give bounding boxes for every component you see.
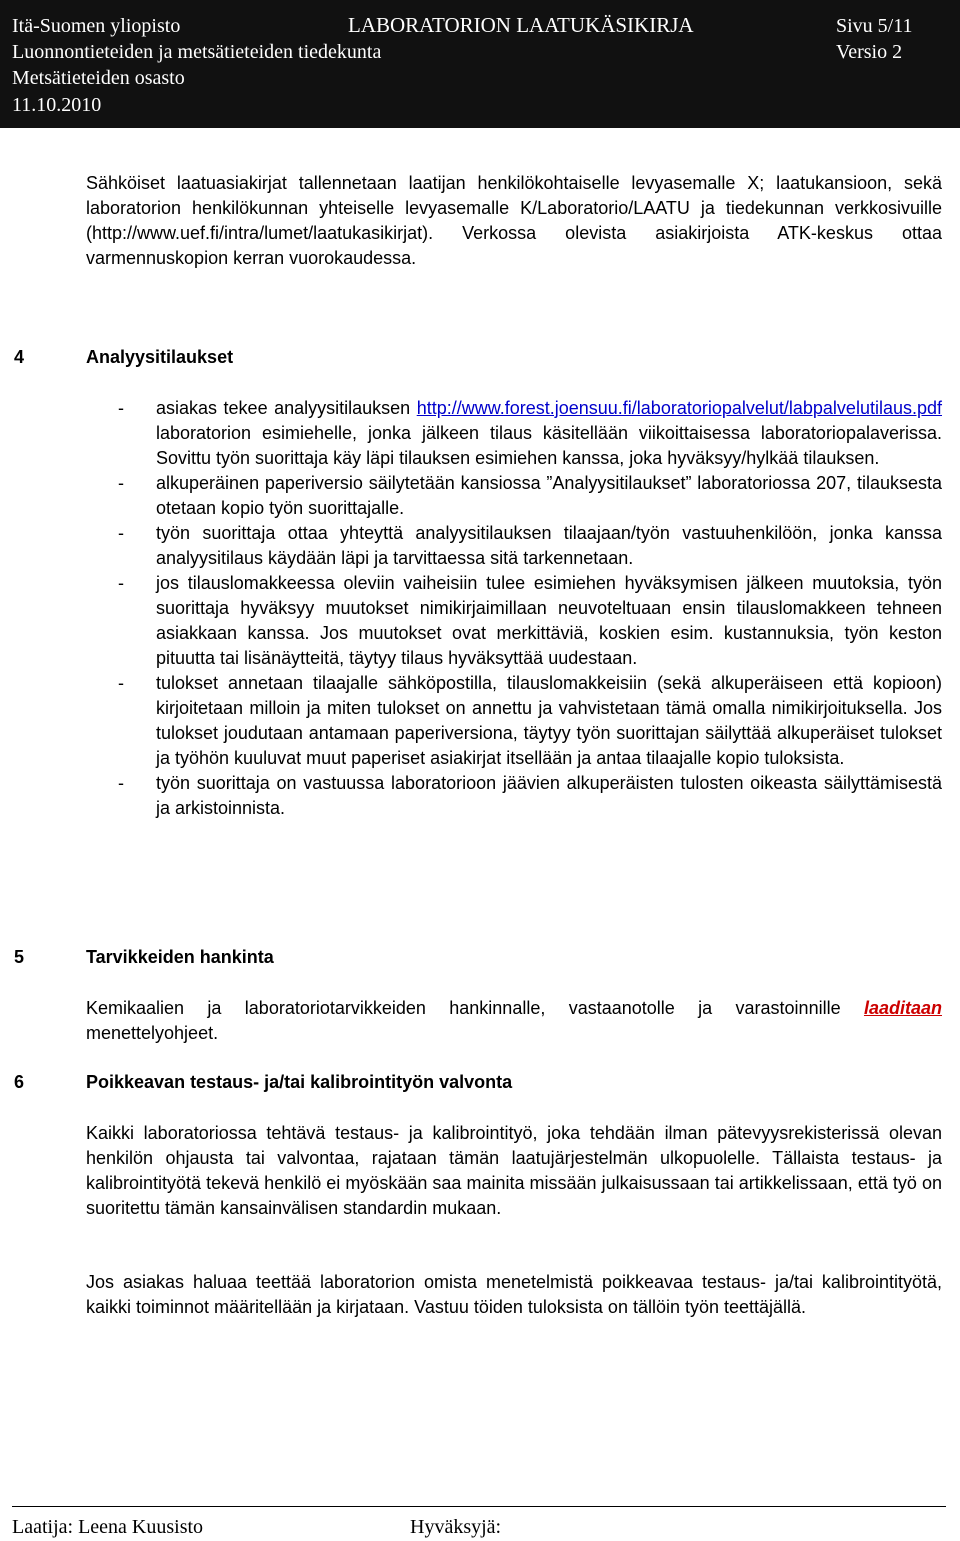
section-6-paragraph-2: Jos asiakas haluaa teettää laboratorion omista menetelmistä poikkeavaa testaus- ja/tai kalibrointityötä, kaikki toiminnot määritellään ja kirjataan. Vastuu töiden tuloksista on tällöin työn teettäjällä. bbox=[86, 1272, 942, 1317]
section-5-paragraph: Kemikaalien ja laboratoriotarvikkeiden hankinnalle, vastaanotolle ja varastoinnille laaditaan menettelyohjeet. bbox=[86, 998, 942, 1043]
university-name: Itä-Suomen yliopisto bbox=[12, 15, 181, 37]
department-name: Metsätieteiden osasto bbox=[12, 67, 185, 89]
section-5-heading: 5 Tarvikkeiden hankinta bbox=[14, 947, 274, 967]
section-6-paragraph-1: Kaikki laboratoriossa tehtävä testaus- ja kalibrointityö, joka tehdään ilman pätevyysrekisterissä olevan henkilön ohjausta tai valvontaa, rajataan tämän laatujärjestelmän ulkopuolelle. Tällaista testaus- ja kalibrointityötä tekevä henkilö ei myöskään saa mainita missään julkaisussaan tai artikkelissaan, että työ on suoritettu tämän kansainvälisen standardin mukaan. bbox=[86, 1123, 942, 1218]
intro-paragraph: Sähköiset laatuasiakirjat tallennetaan laatijan henkilökohtaiselle levyasemalle X; laatukansioon, sekä laboratorion henkilökunnan yhteiselle levyasemalle K/Laboratorio/LAATU ja tiedekunnan verkkosivuille (http://www.uef.fi/intra/lumet/laatukasikirjat). Verkossa olevista asiakirjoista ATK-keskus ottaa varmennuskopion kerran vuorokaudessa. bbox=[86, 173, 942, 268]
document-date: 11.10.2010 bbox=[12, 94, 102, 116]
list-item: - työn suorittaja on vastuussa laboratorioon jäävien alkuperäisten tulosten oikeasta säilyttämisestä ja arkistoinnista. bbox=[118, 773, 942, 818]
highlighted-word: laaditaan bbox=[863, 998, 942, 1018]
footer-divider bbox=[12, 1506, 946, 1507]
footer-approver: Hyväksyjä: bbox=[410, 1516, 502, 1538]
page-number: Sivu 5/11 bbox=[836, 15, 913, 37]
document-title: LABORATORION LAATUKÄSIKIRJA bbox=[348, 13, 694, 37]
analysis-order-list bbox=[86, 396, 942, 821]
list-item: - alkuperäinen paperiversio säilytetään kansiossa ”Analyysitilaukset” laboratoriossa 207, tilauksesta otetaan kopio työn suorittajalle. bbox=[118, 473, 942, 518]
faculty-name: Luonnontieteiden ja metsätieteiden tiedekunta bbox=[12, 41, 382, 63]
list-item: - työn suorittaja ottaa yhteyttä analyysitilauksen tilaajaan/työn vastuuhenkilöön, jonka kanssa analyysitilaus käydään läpi ja tarvittaessa sitä tarkennetaan. bbox=[118, 523, 942, 568]
version-label: Versio 2 bbox=[836, 41, 903, 63]
intra-url: http://www.uef.fi/intra/lumet/laatukasikirjat bbox=[92, 223, 423, 243]
document-header bbox=[0, 0, 960, 128]
section-4-heading: 4 Analyysitilaukset bbox=[14, 347, 234, 367]
list-item: - jos tilauslomakkeessa oleviin vaiheisiin tulee esimiehen hyväksymisen jälkeen muutoksia, työn suorittaja hyväksyy muutokset nimikirjaimillaan neuvoteltuaan ensin tilauslomakkeen tehneen asiakkaan kanssa. Jos muutokset ovat merkittäviä, koskien esim. kustannuksia, työn keston pituutta tai lisänäytteitä, täytyy tilaus hyväksyttää uudestaan. bbox=[118, 573, 942, 668]
order-form-link[interactable]: http://www.forest.joensuu.fi/laboratoriopalvelut/labpalvelutilaus.pdf bbox=[416, 398, 942, 418]
list-item: - tulokset annetaan tilaajalle sähköpostilla, tilauslomakkeisiin (sekä alkuperäiseen että kopioon) kirjoitetaan milloin ja miten tulokset on annettu ja vahvistetaan tämä omalla nimikirjoituksella. Jos tulokset joudutaan antamaan paperiversiona, täytyy työn suorittajan säilyttää alkuperäiset tulokset ja työhön kuuluvat muut paperiset asiakirjat itsellään ja antaa tilaajalle kopio tuloksista. bbox=[118, 673, 942, 768]
footer-author: Laatija: Leena Kuusisto bbox=[12, 1516, 204, 1538]
section-6-heading: 6 Poikkeavan testaus- ja/tai kalibrointityön valvonta bbox=[14, 1072, 513, 1092]
list-item: - asiakas tekee analyysitilauksen http://www.forest.joensuu.fi/laboratoriopalvelut/labpalvelutilaus.pdf laboratorion esimiehelle, jonka jälkeen tilaus käsitellään viikoittaisessa laboratoriopalaverissa. Sovittu työn suorittaja käy läpi tilauksen esimiehen kanssa, joka hyväksyy/hylkää tilauksen. bbox=[118, 398, 942, 468]
